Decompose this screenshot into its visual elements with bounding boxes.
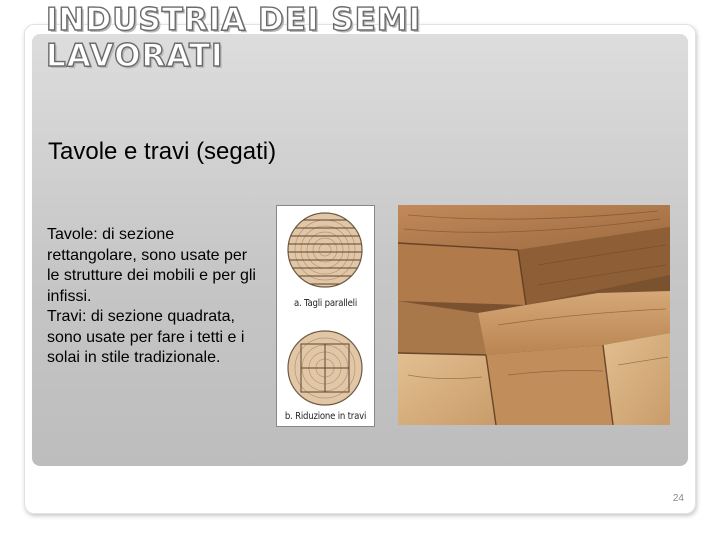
caption-parallel-cuts: a. Tagli paralleli xyxy=(293,298,357,309)
log-beam-cut-drawing xyxy=(285,328,365,408)
paragraph-travi: Travi: di sezione quadrata, sono usate per fare i tetti e i solai in stile tradizionale. xyxy=(47,308,245,366)
paragraph-tavole: Tavole: di sezione rettangolare, sono usate per le strutture dei mobili e per gli infissi. xyxy=(47,226,256,305)
body-text xyxy=(47,225,257,369)
slide-title: INDUSTRIA DEI SEMI LAVORATI xyxy=(46,2,422,74)
slide-subtitle: Tavole e travi (segati) xyxy=(48,138,277,165)
page-number: 24 xyxy=(672,493,684,504)
lumber-photo xyxy=(398,205,670,425)
log-parallel-cuts-drawing xyxy=(285,210,365,290)
caption-beam-cut: b. Riduzione in travi xyxy=(284,411,367,422)
cutting-diagram xyxy=(276,205,375,427)
